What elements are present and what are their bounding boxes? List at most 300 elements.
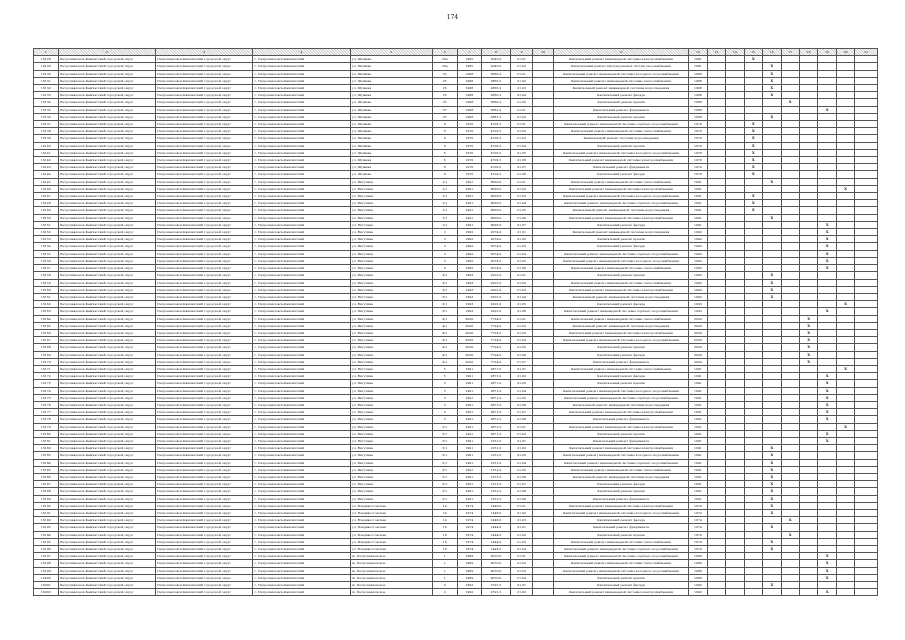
table-row [34,308,878,315]
mark-cell [744,380,762,387]
work-type-cell: Капитальный ремонт инженерной системы теплоснабжения [553,560,688,567]
row-id-cell: 16155 [34,250,59,257]
mark-cell: X [763,502,781,509]
planned-year-cell: 1970 [689,164,707,171]
mark-cell [763,207,781,214]
blank-cell [726,560,744,567]
planned-year-cell: 1989 [689,553,707,560]
blank-cell [726,113,744,120]
work-type-cell: Капитальный ремонт инженерной системы холодного водоснабжения [553,193,688,200]
owner-cell: Петропавловск-Камчатский городской округ [58,473,155,480]
work-type-cell: Капитальный ремонт крыши [553,488,688,495]
code-cell: 21.04 [510,574,533,581]
street-cell: ул. Владивостокская [350,538,432,545]
area-cell: 2074.0 [482,236,511,243]
area-cell: 2871.0 [482,423,511,430]
mark-cell [799,229,817,236]
mark-cell [818,70,836,77]
mark-cell [744,113,762,120]
mark-cell [744,92,762,99]
year-cell: 1991 [457,380,482,387]
blank-cell [855,589,878,596]
planned-year-cell: 1981 [689,56,707,63]
area-cell: 2871.0 [482,365,511,372]
blank-cell [855,157,878,164]
year-cell: 1991 [457,185,482,192]
blank-cell [726,308,744,315]
mark-cell [836,322,854,329]
blank-cell [855,473,878,480]
mark-cell [836,286,854,293]
street-cell: ш. Петропавловское [350,560,432,567]
area-cell: 1251.0 [482,473,511,480]
mark-cell [763,157,781,164]
mark-cell [744,243,762,250]
planned-year-cell: 2020 [689,358,707,365]
house-cell: 5/1 [432,459,457,466]
blank-cell [855,286,878,293]
owner-cell: Петропавловск-Камчатский городской округ [156,502,253,509]
planned-year-cell: 2020 [689,344,707,351]
blank-cell [855,128,878,135]
mark-cell [799,272,817,279]
locality-cell: г. Петропавловск-Камчатский [253,135,350,142]
street-cell: ул. Шумная [350,121,432,128]
blank-cell [707,221,725,228]
locality-cell: г. Петропавловск-Камчатский [253,229,350,236]
owner-cell: Петропавловск-Камчатский городской округ [58,92,155,99]
blank-cell [533,517,554,524]
year-cell: 1970 [457,142,482,149]
area-cell: 2865.2 [482,70,511,77]
locality-cell: г. Петропавловск-Камчатский [253,409,350,416]
work-type-cell: Капитальный ремонт фасада [553,171,688,178]
owner-cell: Петропавловск-Камчатский городской округ [58,510,155,517]
owner-cell: Петропавловск-Камчатский городской округ [58,437,155,444]
blank-cell [726,229,744,236]
work-type-cell: Капитальный ремонт крыши [553,272,688,279]
mark-cell [744,301,762,308]
code-cell: 21.06 [510,214,533,221]
locality-cell: г. Петропавловск-Камчатский [253,329,350,336]
house-cell: 23а [432,56,457,63]
locality-cell: г. Петропавловск-Камчатский [253,265,350,272]
area-cell: 8026.0 [482,185,511,192]
column-number-cell: 20 [836,49,854,56]
blank-cell [855,373,878,380]
blank-cell [855,272,878,279]
house-cell: 1/1 [432,200,457,207]
blank-cell [707,200,725,207]
street-cell: ул. Ватутина [350,373,432,380]
mark-cell [836,510,854,517]
planned-year-cell: 1991 [689,365,707,372]
blank-cell [855,265,878,272]
code-cell: 21.03 [510,193,533,200]
area-cell: 2871.0 [482,380,511,387]
blank-cell [707,236,725,243]
street-cell: ул. Владивостокская [350,531,432,538]
mark-cell: X [744,164,762,171]
planned-year-cell: 1968 [689,85,707,92]
blank-cell [726,200,744,207]
year-cell: 1992 [457,589,482,596]
code-cell: 21.01 [510,106,533,113]
owner-cell: Петропавловск-Камчатский городской округ [58,502,155,509]
street-cell: ул. Шумная [350,92,432,99]
blank-cell [707,99,725,106]
mark-cell [836,221,854,228]
mark-cell [781,301,799,308]
blank-cell [855,459,878,466]
row-id-cell: 16174 [34,387,59,394]
blank-cell [726,524,744,531]
mark-cell [781,510,799,517]
planned-year-cell: 1991 [689,387,707,394]
blank-cell [707,70,725,77]
year-cell: 1989 [457,560,482,567]
code-cell: 21.02 [510,445,533,452]
mark-cell [781,567,799,574]
mark-cell: X [763,279,781,286]
mark-cell [799,70,817,77]
blank-cell [533,582,554,589]
year-cell: 2020 [457,322,482,329]
area-cell: 9070.0 [482,574,511,581]
year-cell: 1974 [457,538,482,545]
house-cell: 27 [432,106,457,113]
mark-cell [781,524,799,531]
blank-cell [726,437,744,444]
code-cell: 21.04 [510,546,533,553]
mark-cell [763,430,781,437]
blank-cell [707,286,725,293]
blank-cell [533,452,554,459]
table-row [34,423,878,430]
owner-cell: Петропавловск-Камчатский городской округ [156,128,253,135]
mark-cell [818,582,836,589]
blank-cell [707,265,725,272]
owner-cell: Петропавловск-Камчатский городской округ [156,401,253,408]
blank-cell [855,394,878,401]
owner-cell: Петропавловск-Камчатский городской округ [58,286,155,293]
mark-cell [781,63,799,70]
area-cell: 2871.0 [482,409,511,416]
mark-cell [744,510,762,517]
code-cell: 21.04 [510,92,533,99]
street-cell: ул. Ватутина [350,279,432,286]
mark-cell [799,394,817,401]
blank-cell [855,524,878,531]
mark-cell [836,265,854,272]
row-id-cell: 16198 [34,560,59,567]
mark-cell [781,582,799,589]
mark-cell [799,293,817,300]
mark-cell [799,265,817,272]
mark-cell [744,272,762,279]
year-cell: 1991 [457,445,482,452]
row-id-cell: 16192 [34,517,59,524]
blank-cell [533,394,554,401]
blank-cell [855,416,878,423]
row-id-cell: 16146 [34,185,59,192]
work-type-cell: Капитальный ремонт инженерной системы электроснабжения [553,502,688,509]
area-cell: 4702.5 [482,135,511,142]
code-cell: 21.01 [510,524,533,531]
locality-cell: г. Петропавловск-Камчатский [253,452,350,459]
owner-cell: Петропавловск-Камчатский городской округ [58,243,155,250]
row-id-cell: 16190 [34,502,59,509]
blank-cell [707,365,725,372]
locality-cell: г. Петропавловск-Камчатский [253,459,350,466]
house-cell: 1/1 [432,214,457,221]
locality-cell: г. Петропавловск-Камчатский [253,445,350,452]
code-cell: 21.05 [510,344,533,351]
area-cell: 1444.0 [482,531,511,538]
planned-year-cell: 1993 [689,272,707,279]
work-type-cell: Капитальный ремонт инженерной системы теплоснабжения [553,279,688,286]
table-row [34,574,878,581]
planned-year-cell: 1989 [689,567,707,574]
mark-cell [836,337,854,344]
street-cell: ул. Владивостокская [350,524,432,531]
mark-cell: X [818,229,836,236]
owner-cell: Петропавловск-Камчатский городской округ [58,293,155,300]
planned-year-cell: 1993 [689,308,707,315]
blank-cell [726,236,744,243]
mark-cell [781,488,799,495]
street-cell: ул. Шумная [350,142,432,149]
owner-cell: Петропавловск-Камчатский городской округ [58,574,155,581]
planned-year-cell: 1989 [689,574,707,581]
column-number-cell: 14 [726,49,744,56]
owner-cell: Петропавловск-Камчатский городской округ [156,524,253,531]
area-cell: 2865.2 [482,99,511,106]
planned-year-cell: 2020 [689,337,707,344]
locality-cell: г. Петропавловск-Камчатский [253,171,350,178]
street-cell: ул. Шумная [350,85,432,92]
house-cell: 1 [432,567,457,574]
street-cell: ул. Ватутина [350,401,432,408]
row-id-cell: 16147 [34,193,59,200]
area-cell: 2201.0 [482,279,511,286]
locality-cell: г. Петропавловск-Камчатский [253,193,350,200]
house-cell: 3/1 [432,293,457,300]
blank-cell [726,502,744,509]
mark-cell [763,574,781,581]
area-cell: 7724.0 [482,315,511,322]
street-cell: ул. Ватутина [350,437,432,444]
house-cell: 25 [432,92,457,99]
work-type-cell: Капитальный ремонт инженерной системы теплоснабжения [553,538,688,545]
work-type-cell: Капитальный ремонт инженерной системы водоотведения [553,473,688,480]
mark-cell [836,113,854,120]
mark-cell [744,401,762,408]
house-cell: 5/1 [432,495,457,502]
house-cell: 5 [432,387,457,394]
mark-cell [763,329,781,336]
table-row [34,315,878,322]
blank-cell [707,358,725,365]
row-id-cell: 16201 [34,582,59,589]
blank-cell [533,142,554,149]
locality-cell: г. Петропавловск-Камчатский [253,560,350,567]
blank-cell [707,243,725,250]
mark-cell [799,243,817,250]
mark-cell [744,308,762,315]
year-cell: 1991 [457,193,482,200]
mark-cell [836,531,854,538]
mark-cell: X [818,221,836,228]
owner-cell: Петропавловск-Камчатский городской округ [58,149,155,156]
area-cell: 2791.2 [482,582,511,589]
row-id-cell: 16136 [34,113,59,120]
blank-cell [726,488,744,495]
blank-cell [533,236,554,243]
year-cell: 2020 [457,344,482,351]
blank-cell [855,344,878,351]
table-row [34,272,878,279]
owner-cell: Петропавловск-Камчатский городской округ [58,99,155,106]
mark-cell [799,473,817,480]
mark-cell [836,92,854,99]
code-cell: 21.08 [510,416,533,423]
planned-year-cell: 1974 [689,510,707,517]
table-row [34,171,878,178]
street-cell: ул. Ватутина [350,207,432,214]
table-row [34,265,878,272]
table-row [34,164,878,171]
blank-cell [855,546,878,553]
locality-cell: г. Петропавловск-Камчатский [253,286,350,293]
blank-cell [726,63,744,70]
row-id-cell: 16145 [34,178,59,185]
blank-cell [533,63,554,70]
work-type-cell: Капитальный ремонт фасада [553,92,688,99]
house-cell: 16 [432,538,457,545]
house-cell: 5/1 [432,445,457,452]
owner-cell: Петропавловск-Камчатский городской округ [58,553,155,560]
mark-cell [744,365,762,372]
mark-cell: X [744,56,762,63]
column-number-cell: 8 [482,49,511,56]
blank-cell [855,185,878,192]
area-cell: 2881.2 [482,106,511,113]
mark-cell [744,351,762,358]
street-cell: ул. Ватутина [350,329,432,336]
blank-cell [707,193,725,200]
column-number-cell: 4 [253,49,350,56]
year-cell: 1974 [457,517,482,524]
locality-cell: г. Петропавловск-Камчатский [253,538,350,545]
column-number-cell: 12 [689,49,707,56]
blank-cell [855,243,878,250]
mark-cell [781,77,799,84]
mark-cell [781,358,799,365]
house-cell: 4/1 [432,344,457,351]
owner-cell: Петропавловск-Камчатский городской округ [58,394,155,401]
mark-cell [744,344,762,351]
owner-cell: Петропавловск-Камчатский городской округ [58,531,155,538]
blank-cell [726,452,744,459]
blank-cell [707,538,725,545]
street-cell: ул. Шумная [350,56,432,63]
planned-year-cell: 1968 [689,113,707,120]
blank-cell [855,121,878,128]
mark-cell [799,387,817,394]
code-cell: 21.04 [510,337,533,344]
owner-cell: Петропавловск-Камчатский городской округ [156,149,253,156]
year-cell: 1991 [457,437,482,444]
row-id-cell: 16162 [34,301,59,308]
locality-cell: г. Петропавловск-Камчатский [253,394,350,401]
owner-cell: Петропавловск-Камчатский городской округ [58,171,155,178]
mark-cell [744,329,762,336]
code-cell: 21.05 [510,394,533,401]
street-cell: ш. Петропавловское [350,582,432,589]
mark-cell [836,250,854,257]
planned-year-cell: 1970 [689,128,707,135]
table-row [34,92,878,99]
blank-cell [707,113,725,120]
blank-cell [726,373,744,380]
mark-cell: X [763,452,781,459]
code-cell: 21.01 [510,502,533,509]
mark-cell [836,459,854,466]
owner-cell: Петропавловск-Камчатский городской округ [58,265,155,272]
mark-cell [763,142,781,149]
area-cell: 4702.5 [482,157,511,164]
owner-cell: Петропавловск-Камчатский городской округ [156,582,253,589]
street-cell: ул. Ватутина [350,488,432,495]
mark-cell: X [818,409,836,416]
year-cell: 1991 [457,488,482,495]
work-type-cell: Капитальный ремонт инженерной системы электроснабжения [553,157,688,164]
code-cell: 21.09 [510,495,533,502]
planned-year-cell: 1974 [689,502,707,509]
code-cell: 21.04 [510,250,533,257]
blank-cell [855,423,878,430]
mark-cell [781,70,799,77]
blank-cell [855,70,878,77]
table-row [34,582,878,589]
mark-cell [799,257,817,264]
code-cell: 21.01 [510,582,533,589]
house-cell: 6 [432,157,457,164]
mark-cell [799,589,817,596]
mark-cell [799,517,817,524]
street-cell: ул. Владивостокская [350,510,432,517]
blank-cell [855,77,878,84]
code-cell: 21.04 [510,387,533,394]
mark-cell [799,437,817,444]
owner-cell: Петропавловск-Камчатский городской округ [156,315,253,322]
mark-cell [836,193,854,200]
planned-year-cell: 1991 [689,495,707,502]
blank-cell [533,531,554,538]
owner-cell: Петропавловск-Камчатский городской округ [58,315,155,322]
mark-cell [818,481,836,488]
year-cell: 1991 [457,373,482,380]
blank-cell [707,178,725,185]
blank-cell [726,293,744,300]
mark-cell [781,416,799,423]
planned-year-cell: 1992 [689,236,707,243]
mark-cell [836,56,854,63]
blank-cell [855,200,878,207]
locality-cell: г. Петропавловск-Камчатский [253,315,350,322]
blank-cell [726,365,744,372]
